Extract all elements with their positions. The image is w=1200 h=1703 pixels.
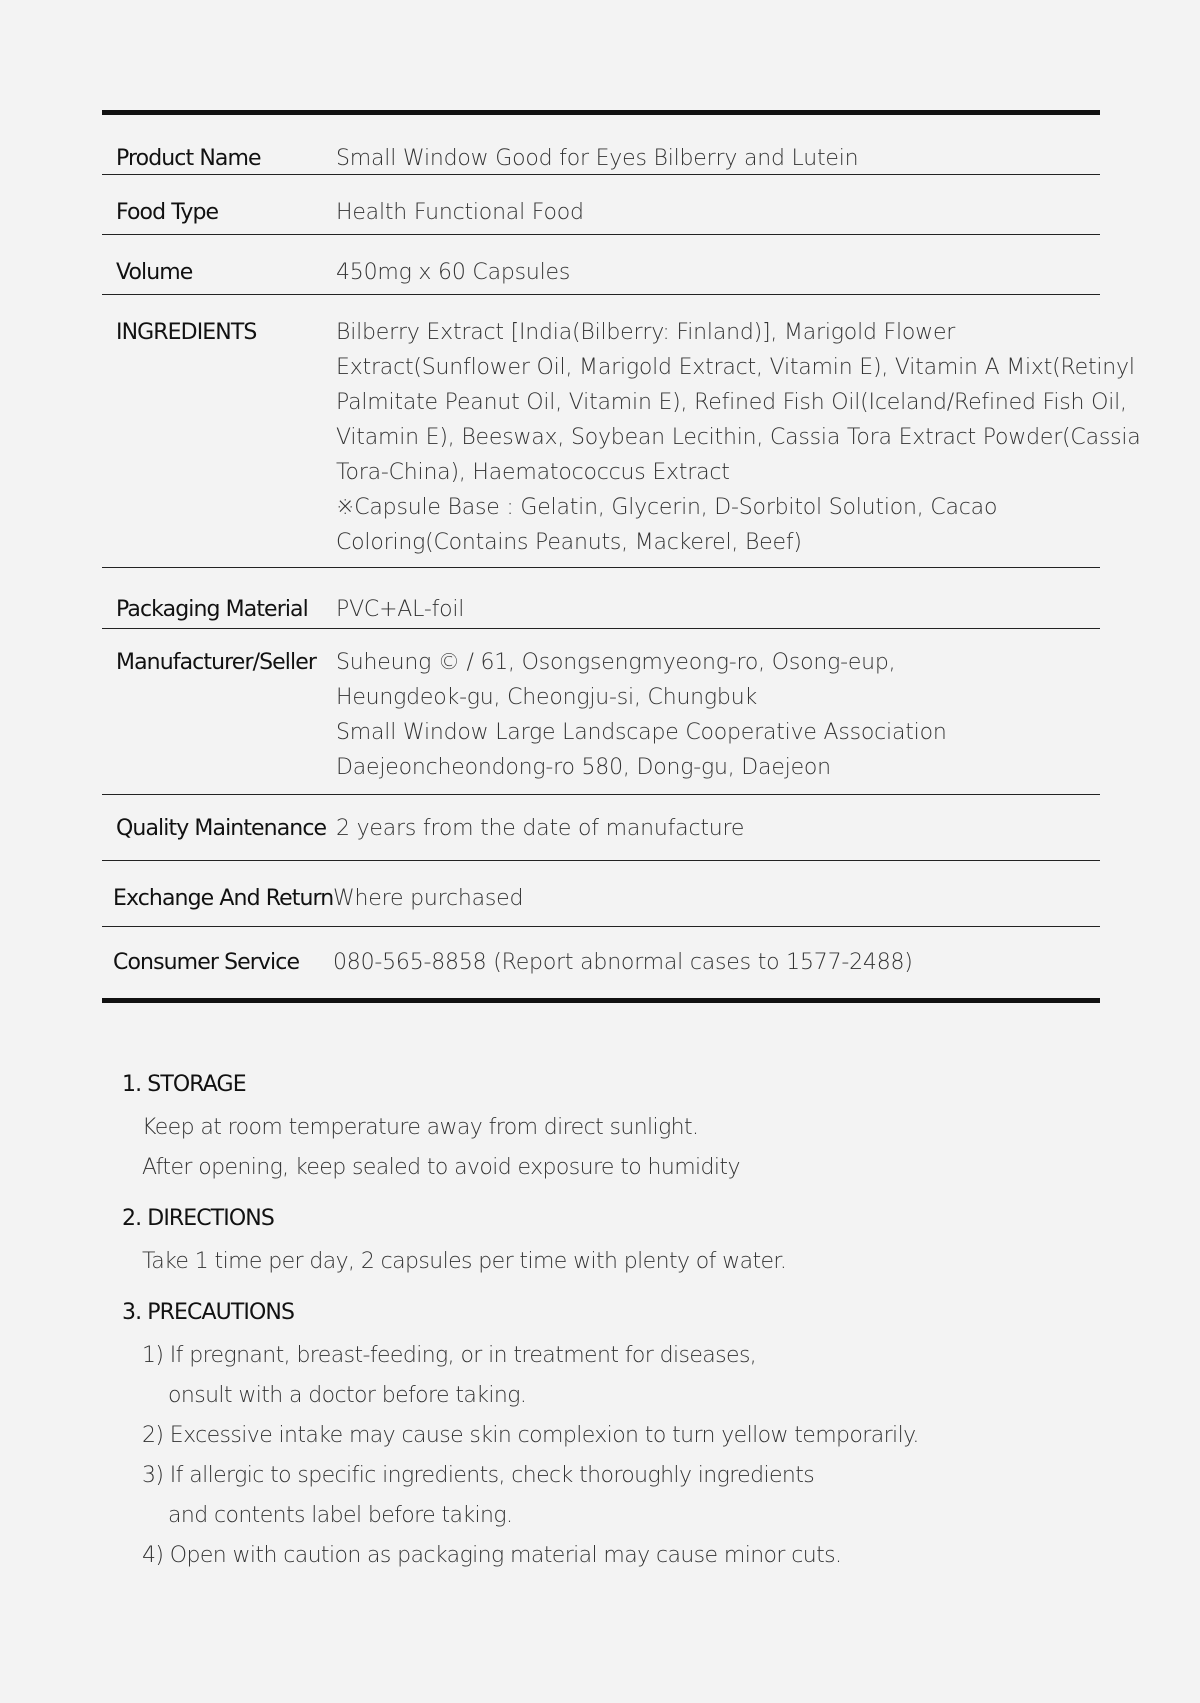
row-value	[333, 945, 1100, 998]
section-line: 4) Open with caution as packaging material may cause minor cuts.	[142, 1543, 842, 1568]
storage-section	[122, 1068, 1082, 1188]
row-label: INGREDIENTS	[116, 320, 257, 345]
section-line: 1) If pregnant, breast-feeding, or in treatment for diseases,	[142, 1343, 757, 1368]
row-label: Volume	[116, 260, 193, 285]
row-value	[336, 811, 1100, 860]
product-info-table	[102, 110, 1141, 1003]
section-heading: 3. PRECAUTIONS	[122, 1300, 295, 1325]
row-value	[336, 592, 1100, 628]
precautions-section	[122, 1296, 1082, 1576]
value-line: 080-565-8858 (Report abnormal cases to 1577-2488)	[333, 950, 913, 975]
row-value	[336, 195, 1100, 234]
table-row-manufacturer-seller	[102, 629, 1100, 795]
section-line: Take 1 time per day, 2 capsules per time with plenty of water.	[142, 1249, 787, 1274]
row-value	[336, 255, 1100, 294]
value-line: Heungdeok-gu, Cheongju-si, Chungbuk	[336, 685, 757, 710]
value-line: Coloring(Contains Peanuts, Mackerel, Beef)	[336, 530, 802, 555]
value-line: 2 years from the date of manufacture	[336, 816, 745, 841]
table-row-ingredients	[102, 295, 1141, 568]
value-line: 450mg x 60 Capsules	[336, 260, 571, 285]
value-line: Suheung © / 61, Osongsengmyeong-ro, Osong-eup,	[336, 650, 896, 675]
section-line: After opening, keep sealed to avoid exposure to humidity	[142, 1155, 740, 1180]
row-value	[336, 141, 1100, 174]
section-heading: 2. DIRECTIONS	[122, 1206, 274, 1231]
value-line: Small Window Large Landscape Cooperative Association	[336, 720, 947, 745]
row-label: Quality Maintenance	[116, 816, 327, 841]
section-line: 2) Excessive intake may cause skin complexion to turn yellow temporarily.	[142, 1423, 919, 1448]
value-line: Health Functional Food	[336, 200, 584, 225]
row-label: Product Name	[116, 146, 261, 171]
section-line: and contents label before taking.	[168, 1503, 513, 1528]
table-row-product-name	[102, 115, 1100, 175]
row-label: Packaging Material	[116, 597, 308, 622]
section-line: Keep at room temperature away from direct sunlight.	[142, 1115, 699, 1140]
section-line: onsult with a doctor before taking.	[168, 1383, 527, 1408]
row-label: Food Type	[116, 200, 219, 225]
directions-section	[122, 1202, 1082, 1282]
row-value	[336, 645, 1100, 794]
value-line: PVC+AL-foil	[336, 597, 465, 622]
table-row-consumer-service	[102, 927, 1100, 998]
table-row-volume	[102, 235, 1100, 295]
section-heading: 1. STORAGE	[122, 1072, 246, 1097]
value-line: Vitamin E), Beeswax, Soybean Lecithin, Cassia Tora Extract Powder(Cassia	[336, 425, 1141, 450]
row-label: Consumer Service	[113, 950, 300, 975]
table-row-food-type	[102, 175, 1100, 235]
section-line: 3) If allergic to specific ingredients, check thoroughly ingredients	[142, 1463, 815, 1488]
value-line: Extract(Sunflower Oil, Marigold Extract, Vitamin E), Vitamin A Mixt(Retinyl	[336, 355, 1135, 380]
table-row-quality-maintenance	[102, 795, 1100, 861]
value-line: Bilberry Extract [India(Bilberry: Finland)], Marigold Flower	[336, 320, 956, 345]
row-value	[333, 881, 1100, 926]
value-line: ※Capsule Base : Gelatin, Glycerin, D-Sorbitol Solution, Cacao	[336, 495, 998, 520]
value-line: Daejeoncheondong-ro 580, Dong-gu, Daejeon	[336, 755, 831, 780]
value-line: Small Window Good for Eyes Bilberry and Lutein	[336, 146, 859, 171]
value-line: Tora-China), Haematococcus Extract	[336, 460, 730, 485]
value-line: Palmitate Peanut Oil, Vitamin E), Refined Fish Oil(Iceland/Refined Fish Oil,	[336, 390, 1127, 415]
notes	[122, 1068, 1082, 1590]
row-label: Exchange And Return	[113, 886, 334, 911]
table-row-packaging-material	[102, 568, 1100, 629]
value-line: Where purchased	[333, 886, 524, 911]
table-row-exchange-return	[102, 861, 1100, 927]
row-value	[336, 315, 1141, 567]
row-label: Manufacturer/Seller	[116, 650, 316, 675]
